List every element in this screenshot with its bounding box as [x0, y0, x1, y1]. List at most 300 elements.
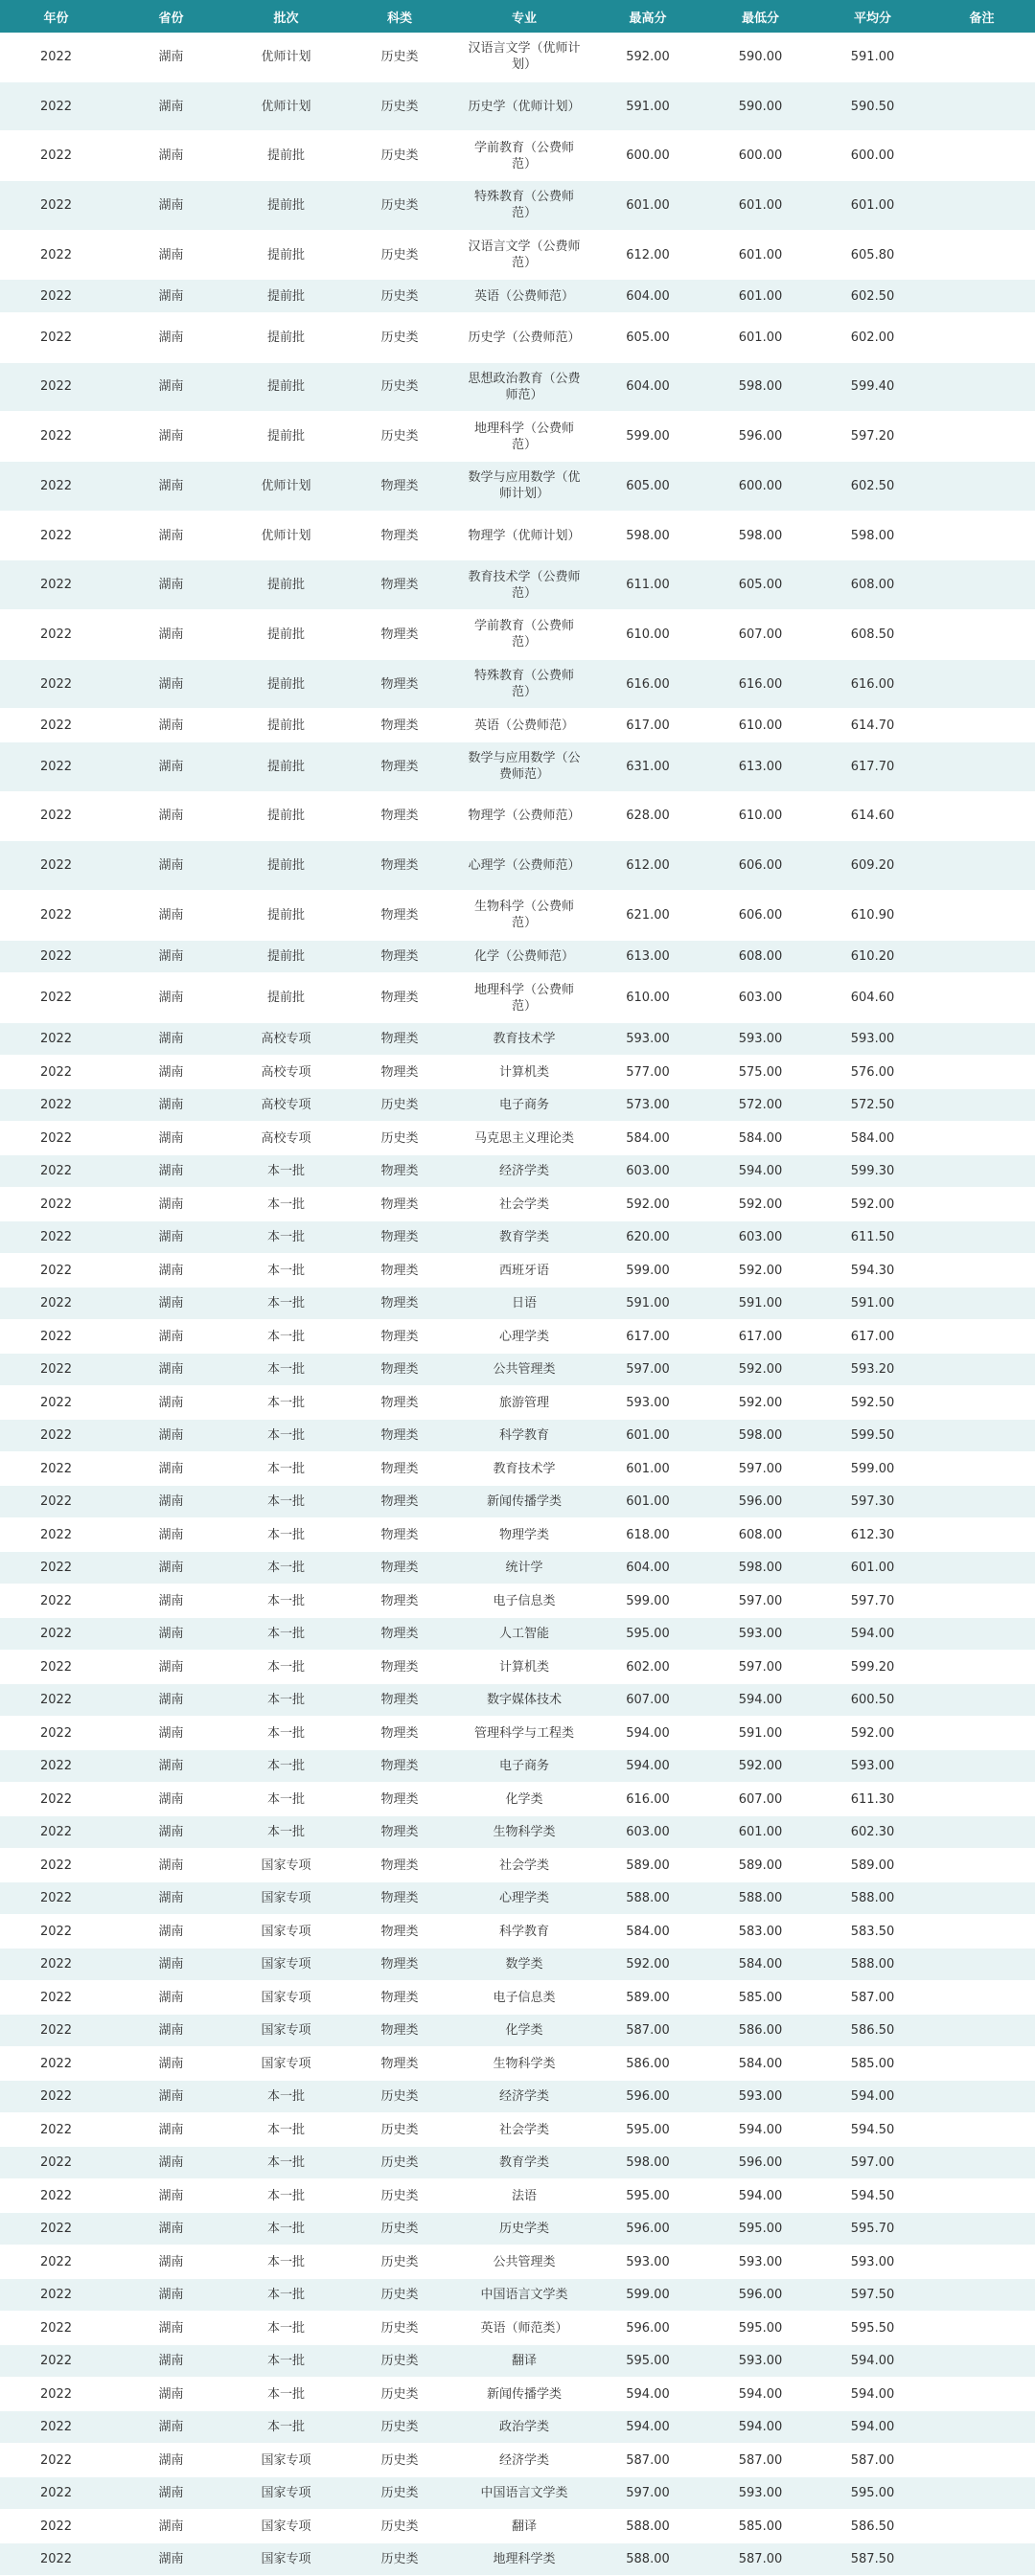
cell-max-score: 595.00 — [591, 2113, 704, 2147]
cell-min-score: 572.00 — [704, 1088, 816, 1122]
cell-year: 2022 — [0, 2510, 112, 2543]
cell-major: 电子商务 — [457, 1088, 591, 1122]
cell-avg-score: 599.40 — [816, 362, 929, 412]
cell-min-score: 585.00 — [704, 2510, 816, 2543]
cell-province: 湖南 — [112, 1122, 230, 1155]
cell-major: 教育技术学（公费师范） — [457, 560, 591, 610]
cell-remarks — [929, 1485, 1035, 1518]
cell-year: 2022 — [0, 1584, 112, 1618]
cell-province: 湖南 — [112, 2378, 230, 2411]
cell-batch: 高校专项 — [230, 1088, 342, 1122]
cell-avg-score: 600.00 — [816, 131, 929, 181]
cell-remarks — [929, 791, 1035, 841]
cell-min-score: 598.00 — [704, 1551, 816, 1584]
cell-avg-score: 600.50 — [816, 1683, 929, 1717]
cell-min-score: 592.00 — [704, 1749, 816, 1783]
cell-major: 电子商务 — [457, 1749, 591, 1783]
cell-remarks — [929, 511, 1035, 560]
cell-max-score: 596.00 — [591, 2312, 704, 2345]
cell-max-score: 607.00 — [591, 1683, 704, 1717]
cell-province: 湖南 — [112, 2444, 230, 2477]
cell-major: 英语（公费师范） — [457, 280, 591, 313]
cell-remarks — [929, 973, 1035, 1023]
cell-min-score: 607.00 — [704, 1783, 816, 1816]
cell-remarks — [929, 2278, 1035, 2312]
table-row — [0, 33, 1035, 81]
cell-avg-score: 590.50 — [816, 81, 929, 131]
table-row — [0, 560, 1035, 610]
cell-batch: 国家专项 — [230, 1915, 342, 1949]
cell-province: 湖南 — [112, 1815, 230, 1849]
cell-avg-score: 583.50 — [816, 1915, 929, 1949]
cell-remarks — [929, 940, 1035, 973]
cell-province: 湖南 — [112, 362, 230, 412]
cell-year: 2022 — [0, 81, 112, 131]
cell-avg-score: 597.30 — [816, 1485, 929, 1518]
cell-category: 物理类 — [342, 1254, 457, 1288]
cell-avg-score: 592.50 — [816, 1386, 929, 1420]
cell-batch: 本一批 — [230, 2312, 342, 2345]
cell-min-score: 603.00 — [704, 973, 816, 1023]
cell-max-score: 616.00 — [591, 1783, 704, 1816]
cell-min-score: 590.00 — [704, 81, 816, 131]
cell-avg-score: 595.50 — [816, 2312, 929, 2345]
cell-max-score: 618.00 — [591, 1518, 704, 1552]
cell-major: 科学教育 — [457, 1419, 591, 1452]
cell-batch: 提前批 — [230, 230, 342, 280]
cell-category: 物理类 — [342, 610, 457, 660]
cell-province: 湖南 — [112, 891, 230, 941]
cell-max-score: 594.00 — [591, 2378, 704, 2411]
cell-province: 湖南 — [112, 1220, 230, 1254]
cell-max-score: 598.00 — [591, 2146, 704, 2179]
cell-province: 湖南 — [112, 1948, 230, 1981]
table-row — [0, 1452, 1035, 1486]
cell-avg-score: 594.30 — [816, 1254, 929, 1288]
cell-avg-score: 598.00 — [816, 511, 929, 560]
cell-year: 2022 — [0, 1617, 112, 1651]
table-row — [0, 1881, 1035, 1915]
cell-min-score: 600.00 — [704, 131, 816, 181]
cell-max-score: 601.00 — [591, 1485, 704, 1518]
table-row — [0, 2344, 1035, 2378]
cell-year: 2022 — [0, 511, 112, 560]
cell-avg-score: 587.00 — [816, 2444, 929, 2477]
cell-min-score: 591.00 — [704, 1287, 816, 1320]
cell-remarks — [929, 2542, 1035, 2576]
cell-year: 2022 — [0, 280, 112, 313]
cell-max-score: 610.00 — [591, 610, 704, 660]
cell-batch: 本一批 — [230, 2113, 342, 2147]
cell-category: 历史类 — [342, 2510, 457, 2543]
table-row — [0, 1287, 1035, 1320]
cell-avg-score: 591.00 — [816, 1287, 929, 1320]
cell-min-score: 597.00 — [704, 1452, 816, 1486]
cell-category: 历史类 — [342, 2113, 457, 2147]
cell-min-score: 587.00 — [704, 2542, 816, 2576]
cell-year: 2022 — [0, 462, 112, 512]
cell-year: 2022 — [0, 1551, 112, 1584]
cell-max-score: 595.00 — [591, 2344, 704, 2378]
cell-max-score: 601.00 — [591, 1419, 704, 1452]
cell-batch: 本一批 — [230, 2080, 342, 2113]
cell-category: 物理类 — [342, 659, 457, 709]
cell-year: 2022 — [0, 1287, 112, 1320]
cell-category: 历史类 — [342, 33, 457, 81]
cell-remarks — [929, 2510, 1035, 2543]
cell-remarks — [929, 1617, 1035, 1651]
cell-min-score: 601.00 — [704, 280, 816, 313]
cell-year: 2022 — [0, 2476, 112, 2510]
cell-batch: 本一批 — [230, 2344, 342, 2378]
cell-category: 物理类 — [342, 1220, 457, 1254]
cell-province: 湖南 — [112, 2014, 230, 2047]
table-row — [0, 1717, 1035, 1750]
cell-min-score: 584.00 — [704, 1948, 816, 1981]
cell-category: 物理类 — [342, 1948, 457, 1981]
cell-avg-score: 594.50 — [816, 2113, 929, 2147]
table-row — [0, 2047, 1035, 2081]
cell-category: 历史类 — [342, 181, 457, 231]
cell-min-score: 600.00 — [704, 462, 816, 512]
cell-province: 湖南 — [112, 1683, 230, 1717]
cell-year: 2022 — [0, 1320, 112, 1354]
cell-min-score: 606.00 — [704, 891, 816, 941]
cell-category: 物理类 — [342, 1815, 457, 1849]
cell-min-score: 594.00 — [704, 2410, 816, 2444]
cell-min-score: 608.00 — [704, 1518, 816, 1552]
cell-category: 历史类 — [342, 131, 457, 181]
cell-category: 历史类 — [342, 412, 457, 462]
table-row — [0, 312, 1035, 362]
cell-year: 2022 — [0, 841, 112, 891]
cell-min-score: 616.00 — [704, 659, 816, 709]
cell-avg-score: 602.50 — [816, 462, 929, 512]
cell-batch: 本一批 — [230, 2245, 342, 2279]
cell-province: 湖南 — [112, 2212, 230, 2245]
cell-max-score: 603.00 — [591, 1815, 704, 1849]
cell-year: 2022 — [0, 1717, 112, 1750]
cell-avg-score: 586.50 — [816, 2014, 929, 2047]
cell-batch: 国家专项 — [230, 2014, 342, 2047]
cell-province: 湖南 — [112, 1881, 230, 1915]
cell-major: 地理科学类 — [457, 2542, 591, 2576]
cell-major: 中国语言文学类 — [457, 2278, 591, 2312]
cell-province: 湖南 — [112, 2410, 230, 2444]
cell-major: 心理学（公费师范） — [457, 841, 591, 891]
cell-year: 2022 — [0, 1518, 112, 1552]
cell-category: 物理类 — [342, 1518, 457, 1552]
cell-max-score: 613.00 — [591, 940, 704, 973]
cell-major: 翻译 — [457, 2344, 591, 2378]
cell-remarks — [929, 709, 1035, 742]
cell-province: 湖南 — [112, 1287, 230, 1320]
cell-max-score: 602.00 — [591, 1651, 704, 1684]
cell-avg-score: 597.00 — [816, 2146, 929, 2179]
cell-year: 2022 — [0, 741, 112, 791]
cell-batch: 本一批 — [230, 1386, 342, 1420]
cell-remarks — [929, 1783, 1035, 1816]
cell-remarks — [929, 1915, 1035, 1949]
cell-category: 物理类 — [342, 1651, 457, 1684]
cell-year: 2022 — [0, 1386, 112, 1420]
cell-max-score: 584.00 — [591, 1915, 704, 1949]
cell-avg-score: 585.00 — [816, 2047, 929, 2081]
cell-major: 学前教育（公费师范） — [457, 610, 591, 660]
cell-major: 历史学类 — [457, 2212, 591, 2245]
cell-year: 2022 — [0, 2378, 112, 2411]
cell-max-score: 587.00 — [591, 2014, 704, 2047]
cell-major: 公共管理类 — [457, 1353, 591, 1386]
cell-remarks — [929, 741, 1035, 791]
cell-min-score: 606.00 — [704, 841, 816, 891]
cell-remarks — [929, 2378, 1035, 2411]
cell-major: 新闻传播学类 — [457, 2378, 591, 2411]
cell-avg-score: 593.00 — [816, 2245, 929, 2279]
cell-max-score: 588.00 — [591, 2542, 704, 2576]
cell-min-score: 601.00 — [704, 312, 816, 362]
cell-category: 历史类 — [342, 2378, 457, 2411]
cell-max-score: 597.00 — [591, 2476, 704, 2510]
cell-min-score: 592.00 — [704, 1188, 816, 1221]
cell-remarks — [929, 1452, 1035, 1486]
cell-remarks — [929, 131, 1035, 181]
cell-remarks — [929, 1056, 1035, 1089]
header-category: 科类 — [342, 0, 457, 33]
cell-remarks — [929, 1386, 1035, 1420]
cell-category: 物理类 — [342, 1881, 457, 1915]
cell-year: 2022 — [0, 2444, 112, 2477]
cell-major: 特殊教育（公费师范） — [457, 181, 591, 231]
table-row — [0, 1981, 1035, 2015]
cell-min-score: 596.00 — [704, 2278, 816, 2312]
cell-remarks — [929, 659, 1035, 709]
cell-year: 2022 — [0, 2344, 112, 2378]
cell-remarks — [929, 1287, 1035, 1320]
cell-major: 日语 — [457, 1287, 591, 1320]
cell-year: 2022 — [0, 1188, 112, 1221]
cell-remarks — [929, 1088, 1035, 1122]
cell-major: 物理学（公费师范） — [457, 791, 591, 841]
cell-category: 物理类 — [342, 973, 457, 1023]
cell-category: 历史类 — [342, 2410, 457, 2444]
cell-province: 湖南 — [112, 2542, 230, 2576]
cell-avg-score: 611.30 — [816, 1783, 929, 1816]
cell-major: 电子信息类 — [457, 1981, 591, 2015]
cell-min-score: 589.00 — [704, 1849, 816, 1882]
cell-year: 2022 — [0, 412, 112, 462]
cell-batch: 提前批 — [230, 791, 342, 841]
cell-max-score: 599.00 — [591, 1254, 704, 1288]
cell-category: 物理类 — [342, 1749, 457, 1783]
cell-avg-score: 572.50 — [816, 1088, 929, 1122]
cell-max-score: 599.00 — [591, 2278, 704, 2312]
cell-max-score: 592.00 — [591, 1948, 704, 1981]
cell-year: 2022 — [0, 1154, 112, 1188]
table-row — [0, 1419, 1035, 1452]
cell-category: 历史类 — [342, 2245, 457, 2279]
cell-category: 物理类 — [342, 1056, 457, 1089]
cell-max-score: 593.00 — [591, 1022, 704, 1056]
cell-category: 物理类 — [342, 462, 457, 512]
cell-batch: 本一批 — [230, 2410, 342, 2444]
cell-category: 历史类 — [342, 81, 457, 131]
cell-batch: 优师计划 — [230, 462, 342, 512]
table-body — [0, 33, 1035, 2576]
cell-batch: 本一批 — [230, 1287, 342, 1320]
cell-max-score: 617.00 — [591, 1320, 704, 1354]
cell-year: 2022 — [0, 230, 112, 280]
cell-avg-score: 588.00 — [816, 1948, 929, 1981]
cell-avg-score: 612.30 — [816, 1518, 929, 1552]
cell-province: 湖南 — [112, 1022, 230, 1056]
table-row — [0, 841, 1035, 891]
cell-province: 湖南 — [112, 33, 230, 81]
cell-province: 湖南 — [112, 1981, 230, 2015]
cell-min-score: 594.00 — [704, 2113, 816, 2147]
table-row — [0, 1683, 1035, 1717]
cell-max-score: 601.00 — [591, 181, 704, 231]
cell-remarks — [929, 1154, 1035, 1188]
cell-major: 数学与应用数学（公费师范） — [457, 741, 591, 791]
cell-major: 政治学类 — [457, 2410, 591, 2444]
cell-category: 物理类 — [342, 1386, 457, 1420]
cell-major: 计算机类 — [457, 1056, 591, 1089]
table-row — [0, 362, 1035, 412]
cell-avg-score: 614.60 — [816, 791, 929, 841]
cell-avg-score: 609.20 — [816, 841, 929, 891]
cell-max-score: 591.00 — [591, 1287, 704, 1320]
cell-major: 生物科学类 — [457, 2047, 591, 2081]
cell-avg-score: 595.00 — [816, 2476, 929, 2510]
cell-min-score: 598.00 — [704, 1419, 816, 1452]
cell-province: 湖南 — [112, 560, 230, 610]
cell-year: 2022 — [0, 2312, 112, 2345]
cell-max-score: 584.00 — [591, 1122, 704, 1155]
cell-min-score: 593.00 — [704, 2344, 816, 2378]
cell-category: 历史类 — [342, 1088, 457, 1122]
cell-province: 湖南 — [112, 791, 230, 841]
cell-remarks — [929, 2476, 1035, 2510]
cell-year: 2022 — [0, 2047, 112, 2081]
cell-province: 湖南 — [112, 659, 230, 709]
cell-province: 湖南 — [112, 1717, 230, 1750]
cell-batch: 本一批 — [230, 1749, 342, 1783]
cell-avg-score: 617.00 — [816, 1320, 929, 1354]
cell-max-score: 597.00 — [591, 1353, 704, 1386]
cell-year: 2022 — [0, 1452, 112, 1486]
cell-min-score: 601.00 — [704, 181, 816, 231]
cell-remarks — [929, 1981, 1035, 2015]
cell-category: 物理类 — [342, 841, 457, 891]
cell-category: 物理类 — [342, 1485, 457, 1518]
cell-major: 法语 — [457, 2179, 591, 2213]
table-row — [0, 1485, 1035, 1518]
cell-batch: 提前批 — [230, 362, 342, 412]
cell-max-score: 628.00 — [591, 791, 704, 841]
cell-max-score: 616.00 — [591, 659, 704, 709]
cell-max-score: 605.00 — [591, 462, 704, 512]
cell-year: 2022 — [0, 1651, 112, 1684]
table-row — [0, 1948, 1035, 1981]
cell-avg-score: 610.90 — [816, 891, 929, 941]
cell-max-score: 596.00 — [591, 2080, 704, 2113]
cell-avg-score: 594.00 — [816, 2344, 929, 2378]
cell-max-score: 592.00 — [591, 1188, 704, 1221]
cell-remarks — [929, 2080, 1035, 2113]
cell-year: 2022 — [0, 1981, 112, 2015]
cell-max-score: 577.00 — [591, 1056, 704, 1089]
cell-year: 2022 — [0, 2278, 112, 2312]
table-row — [0, 131, 1035, 181]
cell-remarks — [929, 560, 1035, 610]
cell-category: 历史类 — [342, 2344, 457, 2378]
cell-remarks — [929, 33, 1035, 81]
cell-major: 人工智能 — [457, 1617, 591, 1651]
table-row — [0, 2510, 1035, 2543]
cell-major: 汉语言文学（公费师范） — [457, 230, 591, 280]
cell-min-score: 601.00 — [704, 1815, 816, 1849]
cell-major: 统计学 — [457, 1551, 591, 1584]
cell-batch: 本一批 — [230, 1353, 342, 1386]
cell-major: 心理学类 — [457, 1881, 591, 1915]
cell-remarks — [929, 1353, 1035, 1386]
cell-category: 物理类 — [342, 2014, 457, 2047]
cell-remarks — [929, 610, 1035, 660]
cell-avg-score: 594.50 — [816, 2179, 929, 2213]
cell-avg-score: 592.00 — [816, 1188, 929, 1221]
cell-max-score: 594.00 — [591, 1717, 704, 1750]
cell-major: 化学（公费师范） — [457, 940, 591, 973]
cell-major: 生物科学（公费师范） — [457, 891, 591, 941]
table-row — [0, 2113, 1035, 2147]
cell-min-score: 597.00 — [704, 1584, 816, 1618]
cell-batch: 优师计划 — [230, 33, 342, 81]
cell-batch: 提前批 — [230, 841, 342, 891]
table-row — [0, 2444, 1035, 2477]
cell-province: 湖南 — [112, 2245, 230, 2279]
cell-major: 公共管理类 — [457, 2245, 591, 2279]
header-major: 专业 — [457, 0, 591, 33]
cell-max-score: 604.00 — [591, 280, 704, 313]
cell-batch: 国家专项 — [230, 1948, 342, 1981]
table-row — [0, 891, 1035, 941]
cell-year: 2022 — [0, 1849, 112, 1882]
table-row — [0, 280, 1035, 313]
cell-category: 历史类 — [342, 2542, 457, 2576]
cell-min-score: 592.00 — [704, 1353, 816, 1386]
cell-category: 历史类 — [342, 2080, 457, 2113]
cell-province: 湖南 — [112, 81, 230, 131]
table-row — [0, 2212, 1035, 2245]
cell-category: 物理类 — [342, 1188, 457, 1221]
cell-year: 2022 — [0, 891, 112, 941]
cell-year: 2022 — [0, 1915, 112, 1949]
table-row — [0, 1254, 1035, 1288]
cell-min-score: 584.00 — [704, 1122, 816, 1155]
cell-batch: 本一批 — [230, 1320, 342, 1354]
cell-max-score: 611.00 — [591, 560, 704, 610]
cell-remarks — [929, 1320, 1035, 1354]
cell-remarks — [929, 2014, 1035, 2047]
cell-batch: 提前批 — [230, 709, 342, 742]
cell-year: 2022 — [0, 1122, 112, 1155]
cell-batch: 提前批 — [230, 560, 342, 610]
cell-batch: 国家专项 — [230, 1849, 342, 1882]
cell-max-score: 592.00 — [591, 33, 704, 81]
table-row — [0, 1617, 1035, 1651]
cell-batch: 国家专项 — [230, 2510, 342, 2543]
